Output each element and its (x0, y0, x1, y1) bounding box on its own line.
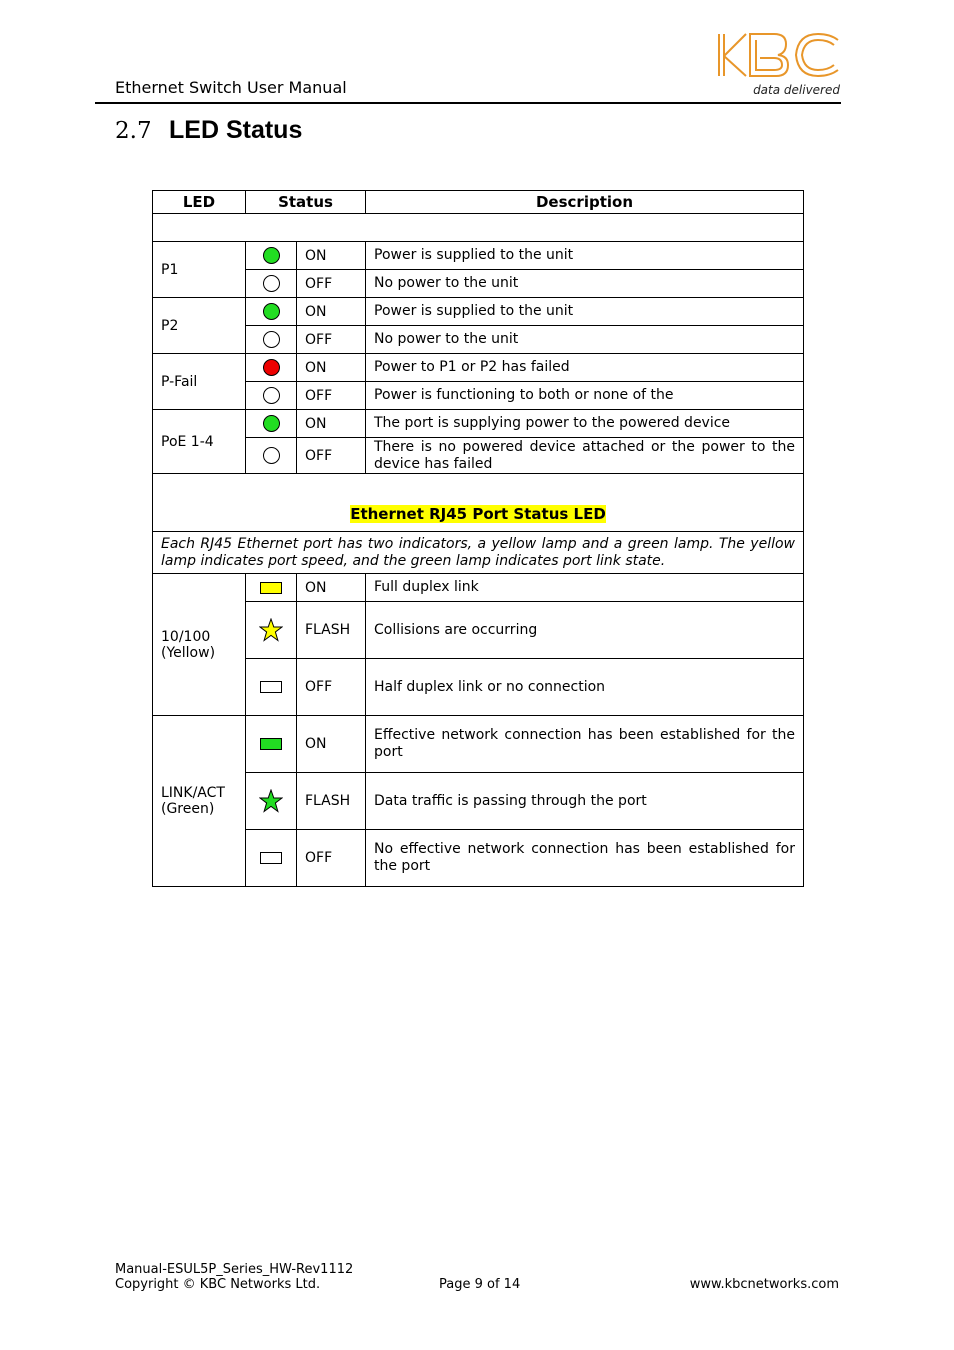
empty-circle-icon (263, 387, 280, 404)
table-row (153, 354, 804, 382)
status-cell: ON (297, 574, 366, 602)
table-row (153, 326, 804, 354)
rj45-intro-row (153, 532, 804, 574)
green-circle-icon (263, 247, 280, 264)
led-indicator-cell (246, 773, 297, 830)
led-name-cell: P2 (153, 298, 246, 354)
footer-website: www.kbcnetworks.com (689, 1277, 839, 1292)
description-cell: Collisions are occurring (366, 602, 804, 659)
status-cell: OFF (297, 382, 366, 410)
led-indicator-cell (246, 326, 297, 354)
section-number: 2.7 (115, 118, 152, 144)
led-name-cell (153, 574, 246, 716)
status-cell: ON (297, 242, 366, 270)
status-cell: OFF (297, 270, 366, 298)
status-cell: OFF (297, 326, 366, 354)
led-indicator-cell (246, 242, 297, 270)
footer-left (115, 1262, 353, 1292)
description-cell: No power to the unit (366, 326, 804, 354)
led-name-cell: PoE 1-4 (153, 410, 246, 474)
led-indicator-cell (246, 574, 297, 602)
description-cell: Power to P1 or P2 has failed (366, 354, 804, 382)
empty-rect-icon (260, 681, 282, 693)
status-cell: ON (297, 298, 366, 326)
footer-copyright: Copyright © KBC Networks Ltd. (115, 1277, 321, 1292)
table-row (153, 270, 804, 298)
header-divider (95, 102, 841, 104)
led-indicator-cell (246, 298, 297, 326)
table-row (153, 382, 804, 410)
table-row (153, 602, 804, 659)
description-cell: Data traffic is passing through the port (366, 773, 804, 830)
description-cell: The port is supplying power to the powered device (366, 410, 804, 438)
table-row (153, 298, 804, 326)
description-cell: Full duplex link (366, 574, 804, 602)
led-indicator-cell (246, 382, 297, 410)
table-header-row (153, 191, 804, 214)
description-cell: Power is supplied to the unit (366, 242, 804, 270)
status-cell: OFF (297, 659, 366, 716)
status-cell: ON (297, 410, 366, 438)
logo-tagline: data delivered (753, 83, 840, 97)
rj45-heading: Ethernet RJ45 Port Status LED (350, 505, 606, 523)
table-row (153, 242, 804, 270)
led-name-cell: P1 (153, 242, 246, 298)
table-row (153, 438, 804, 474)
status-cell: OFF (297, 830, 366, 887)
kbc-logo-mark-icon (716, 30, 842, 82)
status-cell: OFF (297, 438, 366, 474)
table-row (153, 830, 804, 887)
description-cell: Power is supplied to the unit (366, 298, 804, 326)
kbc-logo (716, 30, 842, 100)
yellow-rect-icon (260, 582, 282, 594)
rj45-heading-row (153, 474, 804, 532)
spacer-row (153, 214, 804, 242)
description-cell: Power is functioning to both or none of the (366, 382, 804, 410)
led-indicator-cell (246, 410, 297, 438)
empty-rect-icon (260, 852, 282, 864)
led-indicator-cell (246, 716, 297, 773)
led-indicator-cell (246, 830, 297, 887)
rj45-intro-text: Each RJ45 Ethernet port has two indicators, a yellow lamp and a green lamp. The yellow lamp indicates port speed, and the green lamp indicates port link state. (153, 532, 804, 574)
led-indicator-cell (246, 602, 297, 659)
table-row (153, 410, 804, 438)
table-row (153, 574, 804, 602)
led-name-cell: P-Fail (153, 354, 246, 410)
rj45-heading-cell (153, 474, 804, 532)
empty-circle-icon (263, 275, 280, 292)
table-row (153, 773, 804, 830)
description-cell: No effective network connection has been established for the port (366, 830, 804, 887)
led-indicator-cell (246, 659, 297, 716)
empty-circle-icon (263, 331, 280, 348)
status-cell: FLASH (297, 602, 366, 659)
led-indicator-cell (246, 438, 297, 474)
status-cell: FLASH (297, 773, 366, 830)
green-circle-icon (263, 415, 280, 432)
led-color-label: (Yellow) (161, 644, 216, 661)
led-indicator-cell (246, 354, 297, 382)
status-cell: ON (297, 354, 366, 382)
status-cell: ON (297, 716, 366, 773)
led-color-label: (Green) (161, 801, 215, 817)
green-star-icon (259, 789, 283, 813)
red-circle-icon (263, 359, 280, 376)
footer-doc-id: Manual-ESUL5P_Series_HW-Rev1112 (115, 1262, 354, 1277)
description-cell: Effective network connection has been established for the port (366, 716, 804, 773)
section-title: LED Status (169, 116, 303, 144)
green-circle-icon (263, 303, 280, 320)
led-status-table (152, 190, 804, 887)
green-rect-icon (260, 738, 282, 750)
footer-page-number: Page 9 of 14 (439, 1277, 521, 1292)
column-header-led: LED (153, 191, 246, 214)
column-header-status: Status (246, 191, 366, 214)
description-cell: No power to the unit (366, 270, 804, 298)
led-indicator-cell (246, 270, 297, 298)
table-row (153, 716, 804, 773)
empty-circle-icon (263, 447, 280, 464)
led-name: 10/100 (161, 628, 211, 645)
led-name: LINK/ACT (161, 785, 225, 801)
document-header-title: Ethernet Switch User Manual (115, 78, 347, 97)
description-cell: There is no powered device attached or the power to the device has failed (366, 438, 804, 474)
table-row (153, 659, 804, 716)
yellow-star-icon (259, 618, 283, 642)
column-header-description: Description (366, 191, 804, 214)
led-name-cell (153, 716, 246, 887)
description-cell: Half duplex link or no connection (366, 659, 804, 716)
